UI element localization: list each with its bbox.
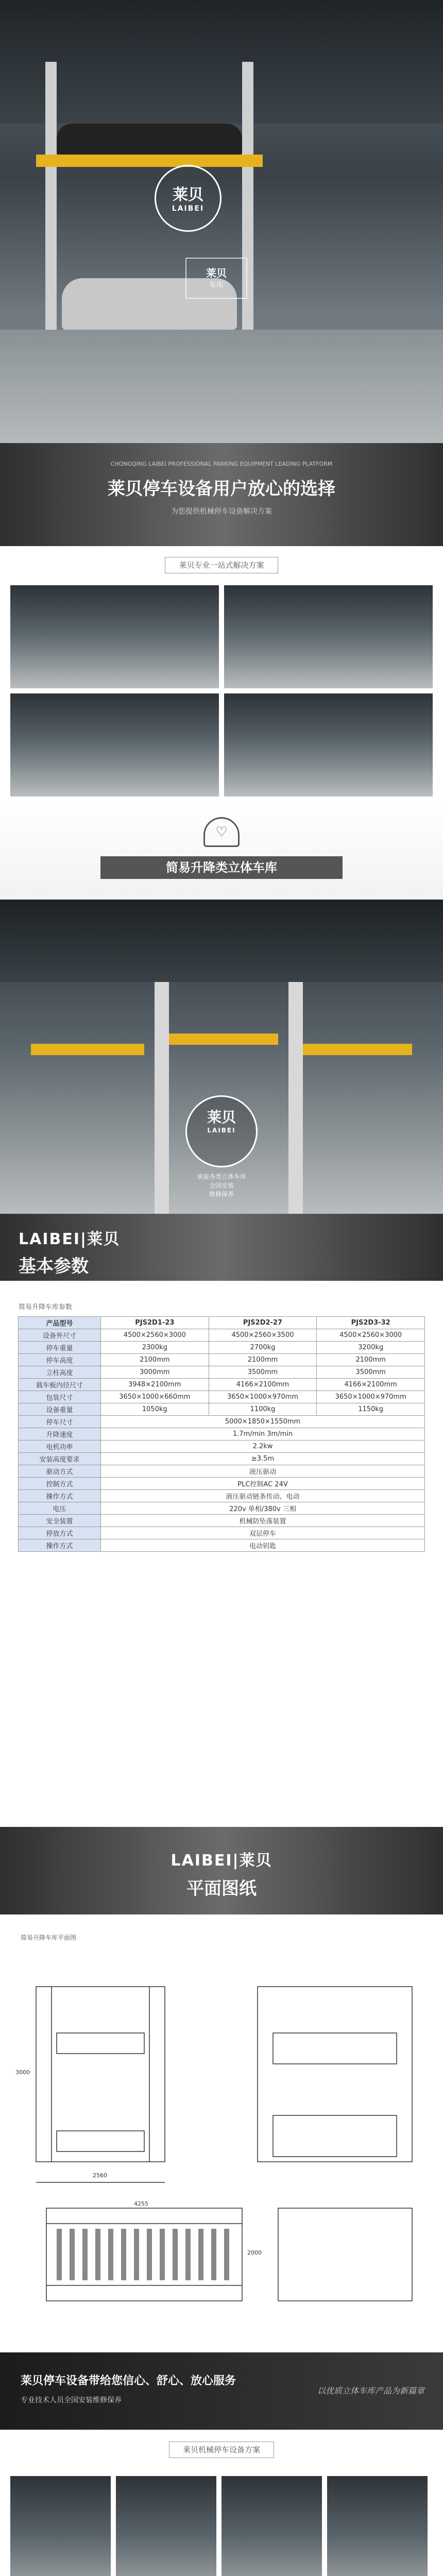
- spec-cell: 安装高度要求: [19, 1453, 101, 1465]
- spec-cell: 液压驱动链条传动、电动: [101, 1490, 425, 1502]
- hero-section: [0, 0, 443, 443]
- spec-section: [0, 1281, 443, 1827]
- spec-cell: 立柱高度: [19, 1366, 101, 1379]
- overlay-badge: [185, 1095, 258, 1167]
- spec-row: [19, 1391, 425, 1403]
- hero-logo-cn: 莱贝: [173, 186, 203, 204]
- banner-trust-subtitle: 为您提供机械停车设备解决方案: [171, 507, 272, 516]
- spec-cell: 4500×2560×3000: [317, 1329, 425, 1342]
- spec-cell: 3948×2100mm: [101, 1379, 209, 1391]
- gallery-products: [0, 2471, 443, 2576]
- plan-slat: [160, 2229, 165, 2280]
- spec-row: [19, 1527, 425, 1539]
- overlay-badge-line2: LAIBEI: [207, 1127, 236, 1134]
- spec-cell: 升降速度: [19, 1428, 101, 1440]
- pillar-2: [288, 982, 303, 1214]
- spec-row: [19, 1416, 425, 1428]
- garage-photo-large: [0, 900, 443, 1214]
- spec-cell: 电机功率: [19, 1440, 101, 1453]
- plan-svg: [0, 1914, 443, 2352]
- plan-drawing: [0, 1914, 443, 2352]
- spec-cell: 4500×2560×3000: [101, 1329, 209, 1342]
- section-label-solutions: [0, 546, 443, 585]
- banner-service-signature: 以优质立体车库产品为新篇章: [317, 2386, 424, 2396]
- hero-badge-line1: 莱贝: [206, 267, 227, 279]
- spec-cell: 1.7m/min 3m/min: [101, 1428, 425, 1440]
- spec-cell: PLC控制AC 24V: [101, 1478, 425, 1490]
- grid-photo-1: [10, 585, 219, 688]
- section-label-products: [0, 2430, 443, 2471]
- spec-cell: 液压驱动: [101, 1465, 425, 1478]
- overlay-badge-text2: 全国安装: [209, 1182, 234, 1189]
- spec-row: [19, 1342, 425, 1354]
- spec-cell: ≥3.5m: [101, 1453, 425, 1465]
- spec-cell: 操作方式: [19, 1539, 101, 1552]
- hero-logo-en: LAIBEI: [172, 205, 205, 213]
- spec-cell: 设备重量: [19, 1403, 101, 1416]
- banner-service-line2: 专业技术人员全国安装维修保养: [21, 2396, 122, 2404]
- banner-service-line1: 莱贝停车设备带给您信心、舒心、放心服务: [21, 2375, 236, 2387]
- plan-title: 平面图纸: [186, 1878, 257, 1899]
- spec-cell: 1150kg: [317, 1403, 425, 1416]
- spec-row: [19, 1329, 425, 1342]
- spec-cell: 2100mm: [101, 1354, 209, 1366]
- spec-row: [19, 1502, 425, 1515]
- spec-header-row: [19, 1317, 425, 1329]
- banner-trust-en: CHONGQING LAIBEI PROFESSIONAL PARKING EQUIPMENT LEADING PLATFORM: [110, 461, 333, 467]
- overlay-badge-line1: 莱贝: [207, 1109, 236, 1126]
- params-title: 基本参数: [19, 1256, 89, 1277]
- spec-cell: 停放方式: [19, 1527, 101, 1539]
- hero-badge: [185, 258, 247, 299]
- spec-row: [19, 1539, 425, 1552]
- product-tile[interactable]: [10, 2476, 111, 2576]
- plan-slat: [185, 2229, 191, 2280]
- lift-post-left: [45, 62, 57, 330]
- floor: [0, 330, 443, 443]
- spec-cell: 2700kg: [209, 1342, 317, 1354]
- overlay-badge-text1: 承接各类立体车库: [196, 1173, 246, 1180]
- params-header: [0, 1214, 443, 1281]
- hero-badge-line2: 车库: [209, 281, 224, 290]
- spec-cell: 操作方式: [19, 1490, 101, 1502]
- spec-cell: 4166×2100mm: [209, 1379, 317, 1391]
- product-tile[interactable]: [222, 2476, 322, 2576]
- spec-row: [19, 1403, 425, 1416]
- spec-cell: 4166×2100mm: [317, 1379, 425, 1391]
- spec-row: [19, 1354, 425, 1366]
- spec-row: [19, 1379, 425, 1391]
- product-banner-title: 简易升降类立体车库: [100, 856, 343, 879]
- plan-note: 简易升降车库平面图: [21, 1934, 77, 1941]
- grid-photo-4: [224, 693, 433, 796]
- spec-row: [19, 1366, 425, 1379]
- spec-row: [19, 1440, 425, 1453]
- spec-cell: 3200kg: [317, 1342, 425, 1354]
- lift-row-1: [31, 1044, 144, 1055]
- garage-ceiling: [0, 900, 443, 982]
- spec-cell: 4500×2560×3500: [209, 1329, 317, 1342]
- grid-photo-3: [10, 693, 219, 796]
- spec-cell: 驱动方式: [19, 1465, 101, 1478]
- spec-cell: 3000mm: [101, 1366, 209, 1379]
- spec-row: [19, 1515, 425, 1527]
- spec-header-cell: 产品型号: [19, 1317, 101, 1329]
- spec-header-cell: PJS2D2-27: [209, 1317, 317, 1329]
- spec-cell: 双层停车: [101, 1527, 425, 1539]
- spec-row: [19, 1453, 425, 1465]
- product-heart-icon: ♡: [203, 817, 240, 847]
- spec-cell: 2100mm: [209, 1354, 317, 1366]
- spec-cell: 停车尺寸: [19, 1416, 101, 1428]
- banner-trust-title: 莱贝停车设备用户放心的选择: [108, 479, 335, 499]
- plan-dim-2: 4255: [134, 2200, 148, 2207]
- plan-slat: [108, 2229, 113, 2280]
- plan-slat: [121, 2229, 126, 2280]
- lift-row-3: [299, 1044, 412, 1055]
- spec-cell: 3500mm: [317, 1366, 425, 1379]
- spec-cell: 电动钥匙: [101, 1539, 425, 1552]
- plan-slat: [95, 2229, 100, 2280]
- plan-slat: [224, 2229, 229, 2280]
- plan-slat: [211, 2229, 216, 2280]
- spec-cell: 电压: [19, 1502, 101, 1515]
- spec-cell: 2.2kw: [101, 1440, 425, 1453]
- overlay-badge-text3: 维修保养: [209, 1191, 234, 1198]
- spec-note: 简易升降车库参数: [19, 1303, 73, 1311]
- plan-slat: [57, 2229, 62, 2280]
- spec-cell: 3650×1000×660mm: [101, 1391, 209, 1403]
- spec-header-cell: PJS2D1-23: [101, 1317, 209, 1329]
- section-label-products-text: 莱贝机械停车设备方案: [169, 2442, 274, 2458]
- photo-grid-4: [0, 585, 443, 802]
- plan-header: [0, 1827, 443, 1914]
- plan-dim-1: 2560: [93, 2172, 107, 2179]
- spec-cell: 包装尺寸: [19, 1391, 101, 1403]
- plan-logo: LAIBEI|莱贝: [171, 1852, 272, 1870]
- spec-cell: 220v 单相/380v 三相: [101, 1502, 425, 1515]
- spec-row: [19, 1428, 425, 1440]
- spec-cell: 载车板内径尺寸: [19, 1379, 101, 1391]
- grid-photo-2: [224, 585, 433, 688]
- lift-platform: [36, 155, 263, 167]
- plan-slat: [173, 2229, 178, 2280]
- plan-slat: [82, 2229, 88, 2280]
- product-banner: [0, 802, 443, 900]
- plan-slat: [198, 2229, 203, 2280]
- car-upper: [57, 124, 242, 155]
- spec-cell: 安全装置: [19, 1515, 101, 1527]
- spec-cell: 2100mm: [317, 1354, 425, 1366]
- spec-cell: 控制方式: [19, 1478, 101, 1490]
- spec-cell: 3500mm: [209, 1366, 317, 1379]
- spec-cell: 1100kg: [209, 1403, 317, 1416]
- spec-table: [18, 1316, 425, 1552]
- spec-row: [19, 1490, 425, 1502]
- plan-slat: [134, 2229, 139, 2280]
- spec-cell: 1050kg: [101, 1403, 209, 1416]
- banner-trust: [0, 443, 443, 546]
- spec-header-cell: PJS2D3-32: [317, 1317, 425, 1329]
- spec-cell: 设备外尺寸: [19, 1329, 101, 1342]
- spec-cell: 停车重量: [19, 1342, 101, 1354]
- spec-cell: 3650×1000×970mm: [317, 1391, 425, 1403]
- product-tile[interactable]: [327, 2476, 428, 2576]
- hero-logo: [155, 165, 222, 232]
- spec-row: [19, 1478, 425, 1490]
- spec-row: [19, 1465, 425, 1478]
- plan-slat: [147, 2229, 152, 2280]
- spec-cell: 2300kg: [101, 1342, 209, 1354]
- params-logo: LAIBEI|莱贝: [19, 1230, 120, 1248]
- product-tile[interactable]: [116, 2476, 216, 2576]
- spec-cell: 3650×1000×970mm: [209, 1391, 317, 1403]
- spec-cell: 停车高度: [19, 1354, 101, 1366]
- overlay-badge-texts: [165, 1173, 278, 1199]
- spec-cell: 5000×1850×1550mm: [101, 1416, 425, 1428]
- hero-wall: [0, 0, 443, 124]
- banner-service: [0, 2352, 443, 2430]
- plan-slat: [70, 2229, 75, 2280]
- lift-row-2: [165, 1033, 278, 1045]
- plan-dim-4: 2000: [247, 2249, 262, 2256]
- spec-cell: 机械防坠落装置: [101, 1515, 425, 1527]
- plan-dim-3: 3000: [15, 2069, 30, 2076]
- section-label-solutions-text: 莱贝专业一站式解决方案: [165, 557, 278, 573]
